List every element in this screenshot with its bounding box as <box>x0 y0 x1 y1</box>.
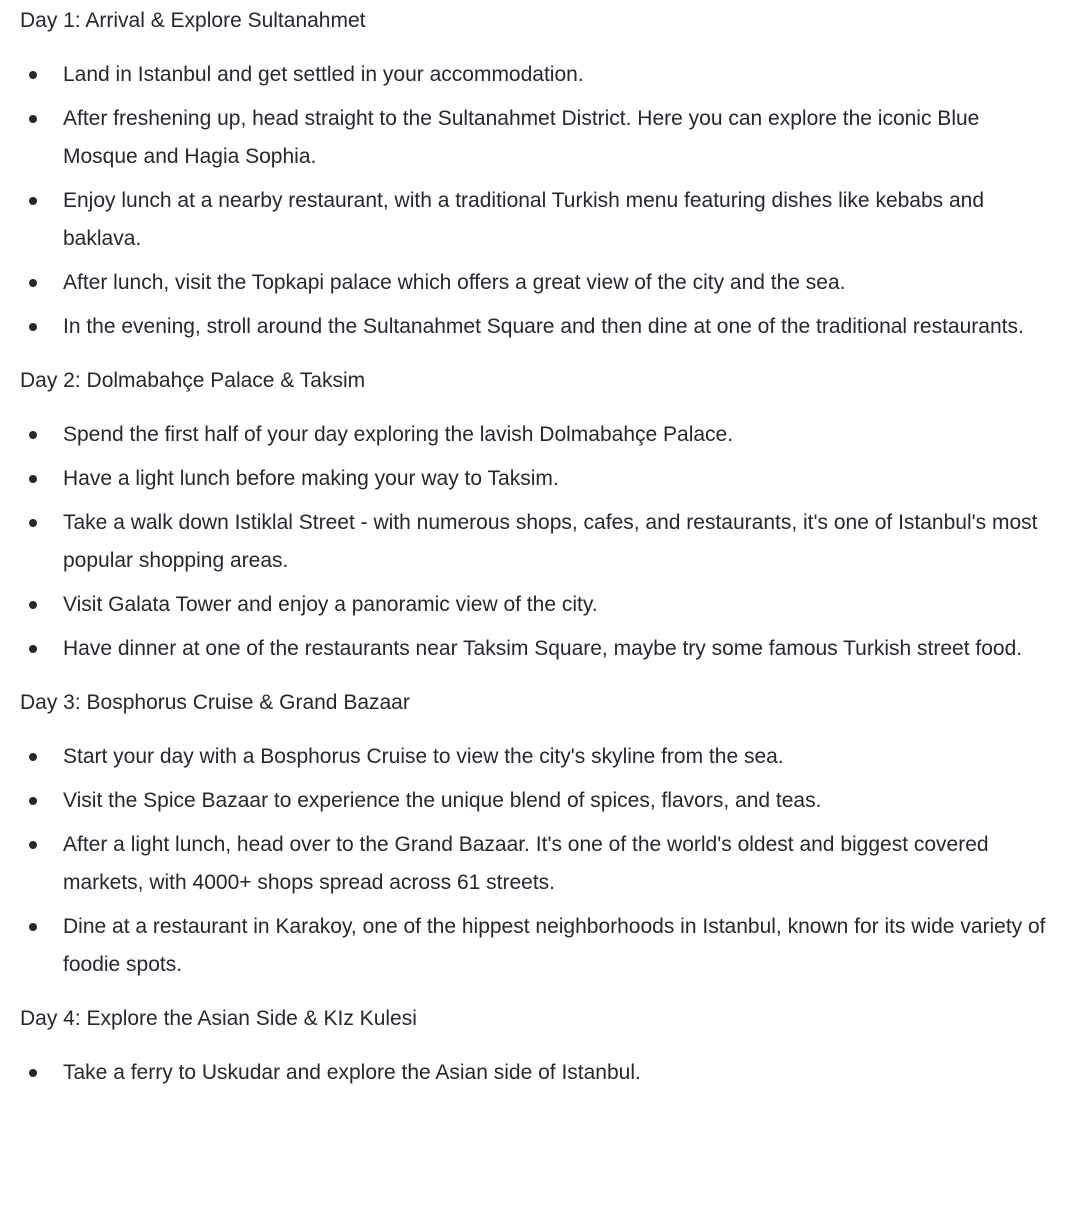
bullet-icon <box>29 115 37 123</box>
list-item-text: Visit the Spice Bazaar to experience the unique blend of spices, flavors, and teas. <box>63 789 822 812</box>
list-item-text: Visit Galata Tower and enjoy a panoramic view of the city. <box>63 593 598 616</box>
day-4-heading: Day 4: Explore the Asian Side & KIz Kulesi <box>20 1007 417 1030</box>
bullet-icon <box>29 753 37 761</box>
list-item <box>20 504 1054 580</box>
day-2-list <box>20 416 1054 668</box>
bullet-icon <box>29 797 37 805</box>
bullet-icon <box>29 475 37 483</box>
bullet-icon <box>29 71 37 79</box>
day-1-list <box>20 56 1054 346</box>
bullet-icon <box>29 923 37 931</box>
list-item-text: Land in Istanbul and get settled in your accommodation. <box>63 63 584 86</box>
list-item <box>20 826 1054 902</box>
list-item-text: Enjoy lunch at a nearby restaurant, with a traditional Turkish menu featuring dishes like kebabs and baklava. <box>63 189 985 250</box>
list-item-text: After lunch, visit the Topkapi palace which offers a great view of the city and the sea. <box>63 271 846 294</box>
bullet-icon <box>29 197 37 205</box>
list-item-text: Dine at a restaurant in Karakoy, one of the hippest neighborhoods in Istanbul, known for its wide variety of foodie spots. <box>63 915 1046 976</box>
list-item <box>20 308 1054 346</box>
list-item <box>20 56 1054 94</box>
list-item <box>20 416 1054 454</box>
list-item <box>20 630 1054 668</box>
list-item-text: Take a ferry to Uskudar and explore the Asian side of Istanbul. <box>63 1061 641 1084</box>
list-item <box>20 738 1054 776</box>
list-item <box>20 460 1054 498</box>
bullet-icon <box>29 431 37 439</box>
list-item <box>20 782 1054 820</box>
list-item-text: Spend the first half of your day exploring the lavish Dolmabahçe Palace. <box>63 423 734 446</box>
list-item <box>20 586 1054 624</box>
day-3-list <box>20 738 1054 984</box>
list-item-text: In the evening, stroll around the Sultanahmet Square and then dine at one of the traditional restaurants. <box>63 315 1024 338</box>
bullet-icon <box>29 645 37 653</box>
list-item-text: Have dinner at one of the restaurants near Taksim Square, maybe try some famous Turkish street food. <box>63 637 1023 660</box>
bullet-icon <box>29 519 37 527</box>
list-item-text: Have a light lunch before making your way to Taksim. <box>63 467 559 490</box>
list-item <box>20 100 1054 176</box>
list-item <box>20 908 1054 984</box>
bullet-icon <box>29 323 37 331</box>
list-item-text: Start your day with a Bosphorus Cruise to view the city's skyline from the sea. <box>63 745 784 768</box>
list-item-text: Take a walk down Istiklal Street - with numerous shops, cafes, and restaurants, it's one of Istanbul's most popular shopping areas. <box>63 511 1038 572</box>
day-1-heading: Day 1: Arrival & Explore Sultanahmet <box>20 9 366 32</box>
list-item-text: After freshening up, head straight to the Sultanahmet District. Here you can explore the iconic Blue Mosque and Hagia Sophia. <box>63 107 980 168</box>
bullet-icon <box>29 279 37 287</box>
list-item <box>20 1054 1054 1092</box>
day-2-heading: Day 2: Dolmabahçe Palace & Taksim <box>20 369 366 392</box>
list-item <box>20 182 1054 258</box>
bullet-icon <box>29 601 37 609</box>
day-3-heading: Day 3: Bosphorus Cruise & Grand Bazaar <box>20 691 410 714</box>
bullet-icon <box>29 841 37 849</box>
day-4-list <box>20 1054 1054 1092</box>
list-item <box>20 264 1054 302</box>
bullet-icon <box>29 1069 37 1077</box>
list-item-text: After a light lunch, head over to the Grand Bazaar. It's one of the world's oldest and biggest covered markets, with 4000+ shops spread across 61 streets. <box>63 833 989 894</box>
